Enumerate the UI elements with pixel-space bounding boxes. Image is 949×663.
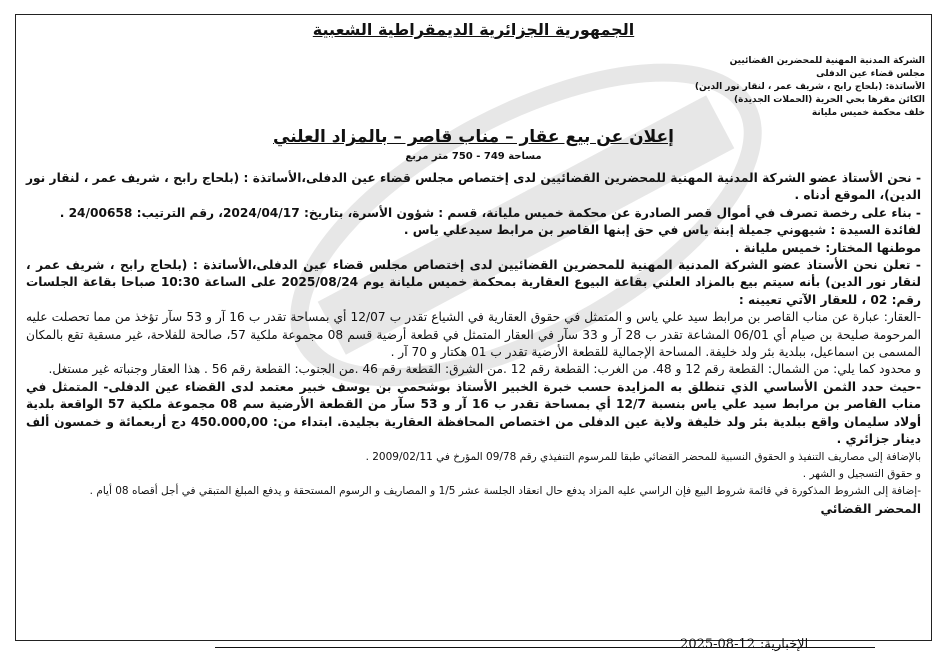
paragraph-price: -حيث حدد الثمن الأساسي الذي تنطلق به المزايدة حسب خبرة الخبير الأستاذ بوشحمي بن يوسف خبير معتمد لدى القضاء عين الدفلى- المتمثل في مناب القاصر بن مرابط سيد علي ياس بنسبة 12/7 أي بمساحة تقدر ب 16 آر و 53 سآر من القطعة الأرضية سم 08 مجموعة ملكية 57 الواقعة بلدية أولاد سليمان واقع ببلدية بئر ولد خليفة ولاية عين الدفلى من اختصاص المحافظة العقارية بجليدة. ابتداء من: 450.000,00 دج أربعمائة و خمسون ألف دينار جزائري .	[26, 379, 921, 447]
paragraph-beneficiary: لفائدة السيدة : شيهوني جميلة إبنة ياس في حق إبنها القاصر بن مرابط سيدعلي ياس .	[403, 223, 921, 238]
office-line: مجلس قضاء عين الدفلى	[816, 69, 925, 79]
notice-title	[16, 127, 931, 147]
paragraph-fees: بالإضافة إلى مصاريف التنفيذ و الحقوق النسبية للمحضر القضائي طبقا للمرسوم التنفيذي رقم 09/78 المؤرخ في 2009/02/11 .	[365, 450, 921, 463]
paragraph-conditions: -إضافة إلى الشروط المذكورة في قائمة شروط البيع فإن الراسي عليه المزاد يدفع حال انعقاد الجلسة عشر 1/5 و المصاريف و الرسوم المستحقة و يدفع المبلغ المتبقي في أجل أقصاه 08 أيام .	[89, 485, 921, 498]
notice-frame	[15, 14, 932, 641]
notice-body	[26, 170, 921, 518]
notice-reference: مساحة 749 - 750 متر مربع	[405, 151, 542, 162]
paragraph-registration: و حقوق التسجيل و الشهر .	[802, 467, 921, 480]
paragraph-bailiff: - نحن الأستاذ عضو الشركة المدنية المهنية للمحضرين القضائيين لدى إختصاص مجلس قضاء عين الدفلى،الأساتذة : (بلحاج رابح ، شريف عمر ، لنقار نور الدين)، الموقع أدناه .	[26, 171, 921, 203]
paragraph-property: -العقار: عبارة عن مناب القاصر بن مرابط سيد علي ياس و المتمثل في حقوق العقارية في الشياع تقدر ب 12/07 أي بمساحة تقدر ب 16 آر و 53 سآر تؤخذ من مما تحصلت عليه المرحومة صليحة بن صيام أي 06/01 المشاعة تقدر ب 28 آر و 33 سآر في العقار المتمثل في قطعة أرضية قسم 08 مجموعة ملكية 57، صالحة للفلاحة، غير مسقية تقع بالمكان المسمى بن اسماعيل، ببلدية بئر ولد خليفة. المساحة الإجمالية للقطعة الأرضية تقدر ب 01 هكتار و 70 آر .	[26, 310, 922, 360]
signature: المحضر القضائي	[820, 501, 921, 516]
footer-date: 2025-08-12	[680, 637, 755, 652]
paragraph-authorization: - بناء على رخصة تصرف في أموال قصر الصادرة عن محكمة خميس مليانة، قسم : شؤون الأسرة، بتاريخ: 2024/04/17، رقم الترتيب: 24/00658 .	[59, 205, 921, 220]
office-line: خلف محكمة خميس مليانة	[811, 108, 925, 118]
office-header	[635, 55, 925, 120]
office-line: الشركة المدنية المهنية للمحضرين القضائيين	[729, 56, 925, 66]
footer-label: الإخبارية:	[760, 637, 809, 652]
office-line: الكائن مقرها بحي الحرية (الحملات الجديدة)	[734, 95, 925, 105]
paragraph-domicile: موطنها المختار: خميس مليانة .	[734, 240, 921, 255]
office-line: الأساتذة: (بلحاج رابح ، شريف عمر ، لنقار نور الدين)	[694, 82, 925, 92]
paragraph-boundaries: و محدود كما يلي: من الشمال: القطعة رقم 12 و 48. من الغرب: القطعة رقم 12 .من الشرق: القطعة رقم 46 .من الجنوب: القطعة رقم 56 . هذا العقار وجنباته غير مستغل.	[48, 362, 921, 377]
republic-heading: الجمهورية الجزائرية الديمقراطية الشعبية	[312, 20, 635, 39]
notice-title-text: إعلان عن بيع عقار – مناب قاصر – بالمزاد العلني	[273, 127, 674, 147]
paragraph-announcement: - تعلن نحن الأستاذ عضو الشركة المدنية المهنية للمحضرين القضائيين لدى إختصاص مجلس قضاء عين الدفلى،الأساتذة : (بلحاج رابح ، شريف عمر ، لنقار نور الدين) بأنه سيتم بيع بالمزاد العلني بقاعة البيوع العقارية بمحكمة خميس مليانة يوم 2025/08/24 على الساعة 10:30 صباحا بقاعة الجلسات رقم: 02 ، للعقار الآتي تعيينه :	[26, 258, 922, 307]
